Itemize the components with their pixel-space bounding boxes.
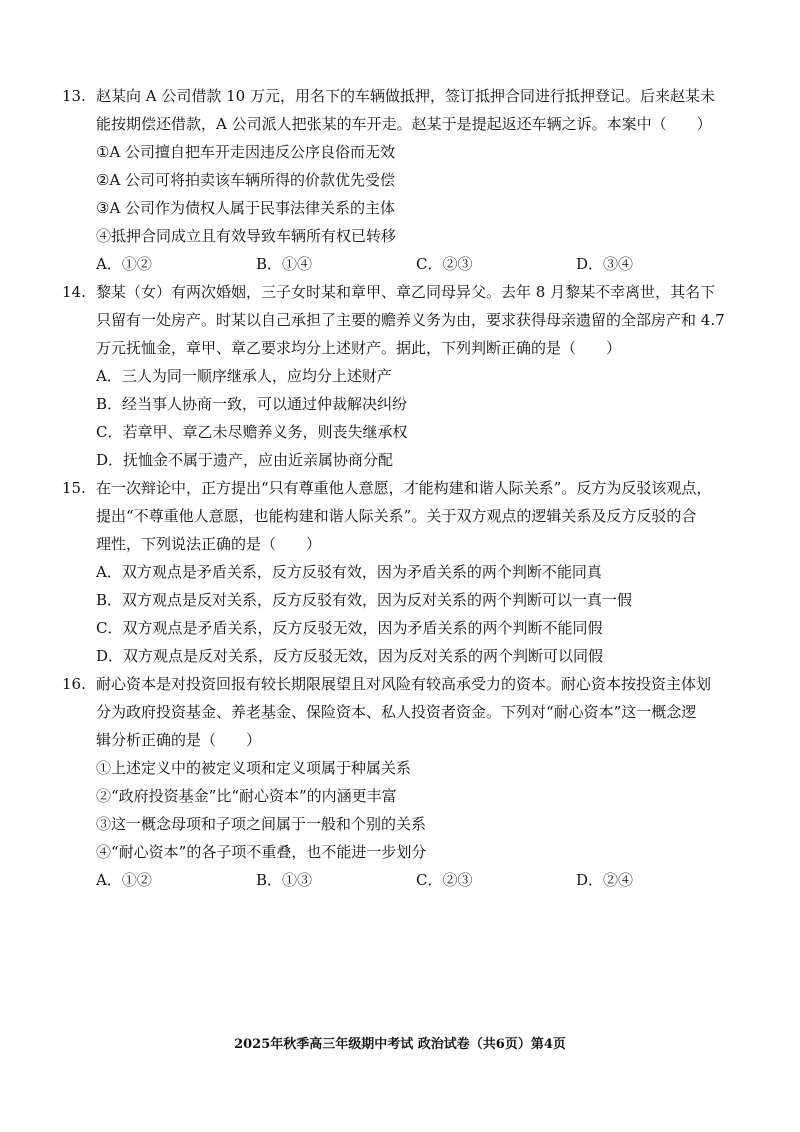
question-stem-line: 辑分析正确的是（ ）	[96, 731, 262, 749]
option-b: B．双方观点是反对关系，反方反驳有效，因为反对关系的两个判断可以一真一假	[96, 591, 633, 609]
question-stem-line: 理性，下列说法正确的是（ ）	[96, 535, 322, 553]
option-d: D．抚恤金不属于遗产，应由近亲属协商分配	[96, 451, 394, 469]
option-d: D．双方观点是反对关系，反方反驳无效，因为反对关系的两个判断可以同假	[96, 647, 604, 665]
question-stem-line: 15. 在一次辩论中，正方提出“只有尊重他人意愿，才能构建和谐人际关系”。反方为反驳该观点，	[62, 474, 752, 502]
statement-4: ④抵押合同成立且有效导致车辆所有权已转移	[96, 227, 397, 245]
question-stem-line: 16. 耐心资本是对投资回报有较长期限展望且对风险有较高承受力的资本。耐心资本按投资主体划	[62, 670, 752, 698]
statement-1: ①上述定义中的被定义项和定义项属于种属关系	[96, 759, 412, 777]
statement-3: ③A 公司作为债权人属于民事法律关系的主体	[96, 199, 396, 217]
choice-d: D．③④	[576, 255, 634, 273]
choice-b: B．①③	[256, 871, 313, 889]
statement-2: ②“政府投资基金”比“耐心资本”的内涵更丰富	[96, 787, 397, 805]
choice-a: A．①②	[96, 871, 152, 889]
question-15	[62, 474, 752, 670]
choice-c: C．②③	[416, 255, 473, 273]
statement-2: ②A 公司可将拍卖该车辆所得的价款优先受偿	[96, 171, 396, 189]
answer-choices	[62, 866, 752, 894]
question-14	[62, 278, 752, 474]
question-16	[62, 670, 752, 894]
option-a: A．双方观点是矛盾关系，反方反驳有效，因为矛盾关系的两个判断不能同真	[96, 563, 602, 581]
choice-d: D．②④	[576, 871, 634, 889]
question-stem-line: 能按期偿还借款，A 公司派人把张某的车开走。赵某于是提起返还车辆之诉。本案中（ ）	[96, 115, 712, 133]
statement-4: ④“耐心资本”的各子项不重叠，也不能进一步划分	[96, 843, 427, 861]
option-b: B．经当事人协商一致，可以通过仲裁解决纠纷	[96, 395, 408, 413]
option-c: C．若章甲、章乙未尽赡养义务，则丧失继承权	[96, 423, 408, 441]
question-number: 15.	[62, 479, 86, 497]
question-stem-line: 万元抚恤金，章甲、章乙要求均分上述财产。据此，下列判断正确的是（ ）	[96, 339, 622, 357]
choice-c: C．②③	[416, 871, 473, 889]
question-number: 13.	[62, 87, 86, 105]
option-a: A．三人为同一顺序继承人，应均分上述财产	[96, 367, 392, 385]
question-number: 14.	[62, 283, 86, 301]
question-stem-line: 14. 黎某（女）有两次婚姻，三子女时某和章甲、章乙同母异父。去年 8 月黎某不幸离世，其名下	[62, 278, 752, 306]
question-13	[62, 82, 752, 278]
choice-b: B．①④	[256, 255, 313, 273]
answer-choices	[62, 250, 752, 278]
statement-1: ①A 公司擅自把车开走因违反公序良俗而无效	[96, 143, 396, 161]
question-stem-line: 分为政府投资基金、养老基金、保险资本、私人投资者资金。下列对“耐心资本”这一概念逻	[96, 703, 697, 721]
question-stem-line: 提出“不尊重他人意愿，也能构建和谐人际关系”。关于双方观点的逻辑关系及反方反驳的合	[96, 507, 697, 525]
statement-3: ③这一概念母项和子项之间属于一般和个别的关系	[96, 815, 427, 833]
choice-a: A．①②	[96, 255, 152, 273]
question-stem-line: 13. 赵某向 A 公司借款 10 万元，用名下的车辆做抵押，签订抵押合同进行抵押登记。后来赵某未	[62, 82, 752, 110]
option-c: C．双方观点是矛盾关系，反方反驳无效，因为矛盾关系的两个判断不能同假	[96, 619, 603, 637]
question-number: 16.	[62, 675, 86, 693]
question-stem-line: 只留有一处房产。时某以自己承担了主要的赡养义务为由，要求获得母亲遗留的全部房产和 4.7	[96, 311, 725, 329]
page-footer: 2025年秋季高三年级期中考试 政治试卷（共6页）第4页	[234, 1037, 566, 1052]
